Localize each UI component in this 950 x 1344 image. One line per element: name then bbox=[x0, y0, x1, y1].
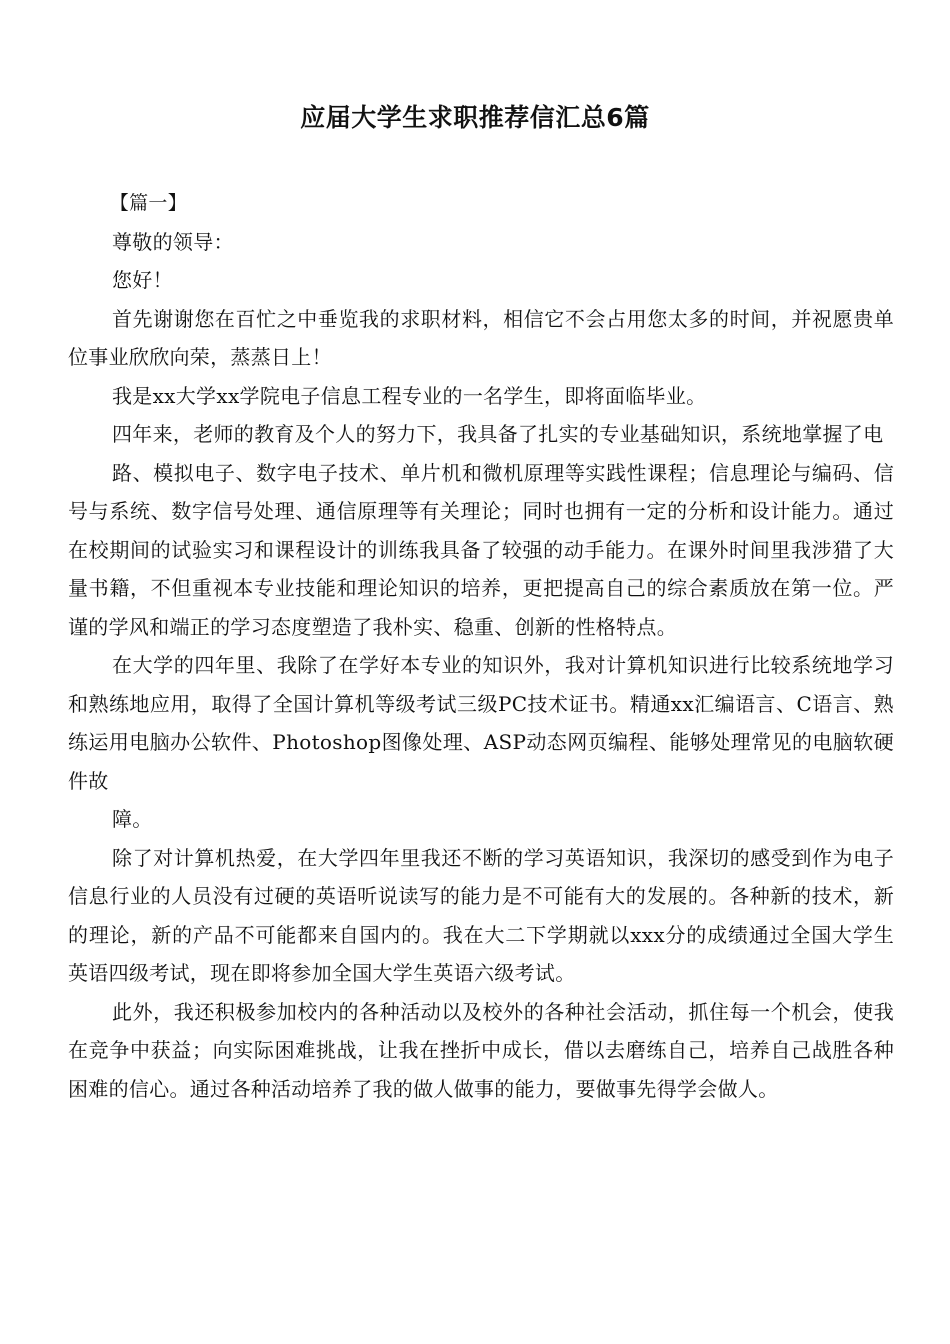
paragraph-5: 在大学的四年里、我除了在学好本专业的知识外，我对计算机知识进行比较系统地学习和熟练地应用，取得了全国计算机等级考试三级PC技术证书。精通xx汇编语言、C语言、熟练运用电脑办公软件、Photoshop图像处理、ASP动态网页编程、能够处理常见的电脑软硬件故 bbox=[68, 653, 894, 793]
paragraph-4: 路、模拟电子、数字电子技术、单片机和微机原理等实践性课程；信息理论与编码、信号与系统、数字信号处理、通信原理等有关理论；同时也拥有一定的分析和设计能力。通过在校期间的试验实习和课程设计的训练我具备了较强的动手能力。在课外时间里我涉猎了大量书籍，不但重视本专业技能和理论知识的培养，更把提高自己的综合素质放在第一位。严谨的学风和端正的学习态度塑造了我朴实、稳重、创新的性格特点。 bbox=[68, 460, 894, 639]
section-heading: 【篇一】 bbox=[109, 192, 187, 214]
paragraph-6: 障。 bbox=[112, 807, 153, 831]
document-body bbox=[68, 184, 894, 1108]
paragraph-1: 首先谢谢您在百忙之中垂览我的求职材料，相信它不会占用您太多的时间，并祝愿贵单位事业欣欣向荣，蒸蒸日上！ bbox=[68, 306, 894, 369]
greeting: 您好！ bbox=[112, 268, 173, 292]
salutation: 尊敬的领导： bbox=[112, 229, 234, 254]
paragraph-8: 此外，我还积极参加校内的各种活动以及校外的各种社会活动，抓住每一个机会，使我在竞争中获益；向实际困难挑战，让我在挫折中成长，借以去磨练自己，培养自己战胜各种困难的信心。通过各种活动培养了我的做人做事的能力，要做事先得学会做人。 bbox=[68, 999, 894, 1101]
paragraph-3: 四年来，老师的教育及个人的努力下，我具备了扎实的专业基础知识，系统地掌握了电 bbox=[112, 422, 884, 446]
paragraph-2: 我是xx大学xx学院电子信息工程专业的一名学生，即将面临毕业。 bbox=[112, 383, 707, 408]
document-title: 应届大学生求职推荐信汇总6篇 bbox=[300, 103, 650, 132]
paragraph-7: 除了对计算机热爱，在大学四年里我还不断的学习英语知识，我深切的感受到作为电子信息行业的人员没有过硬的英语听说读写的能力是不可能有大的发展的。各种新的技术，新的理论，新的产品不可能都来自国内的。我在大二下学期就以xxx分的成绩通过全国大学生英语四级考试，现在即将参加全国大学生英语六级考试。 bbox=[68, 845, 894, 985]
